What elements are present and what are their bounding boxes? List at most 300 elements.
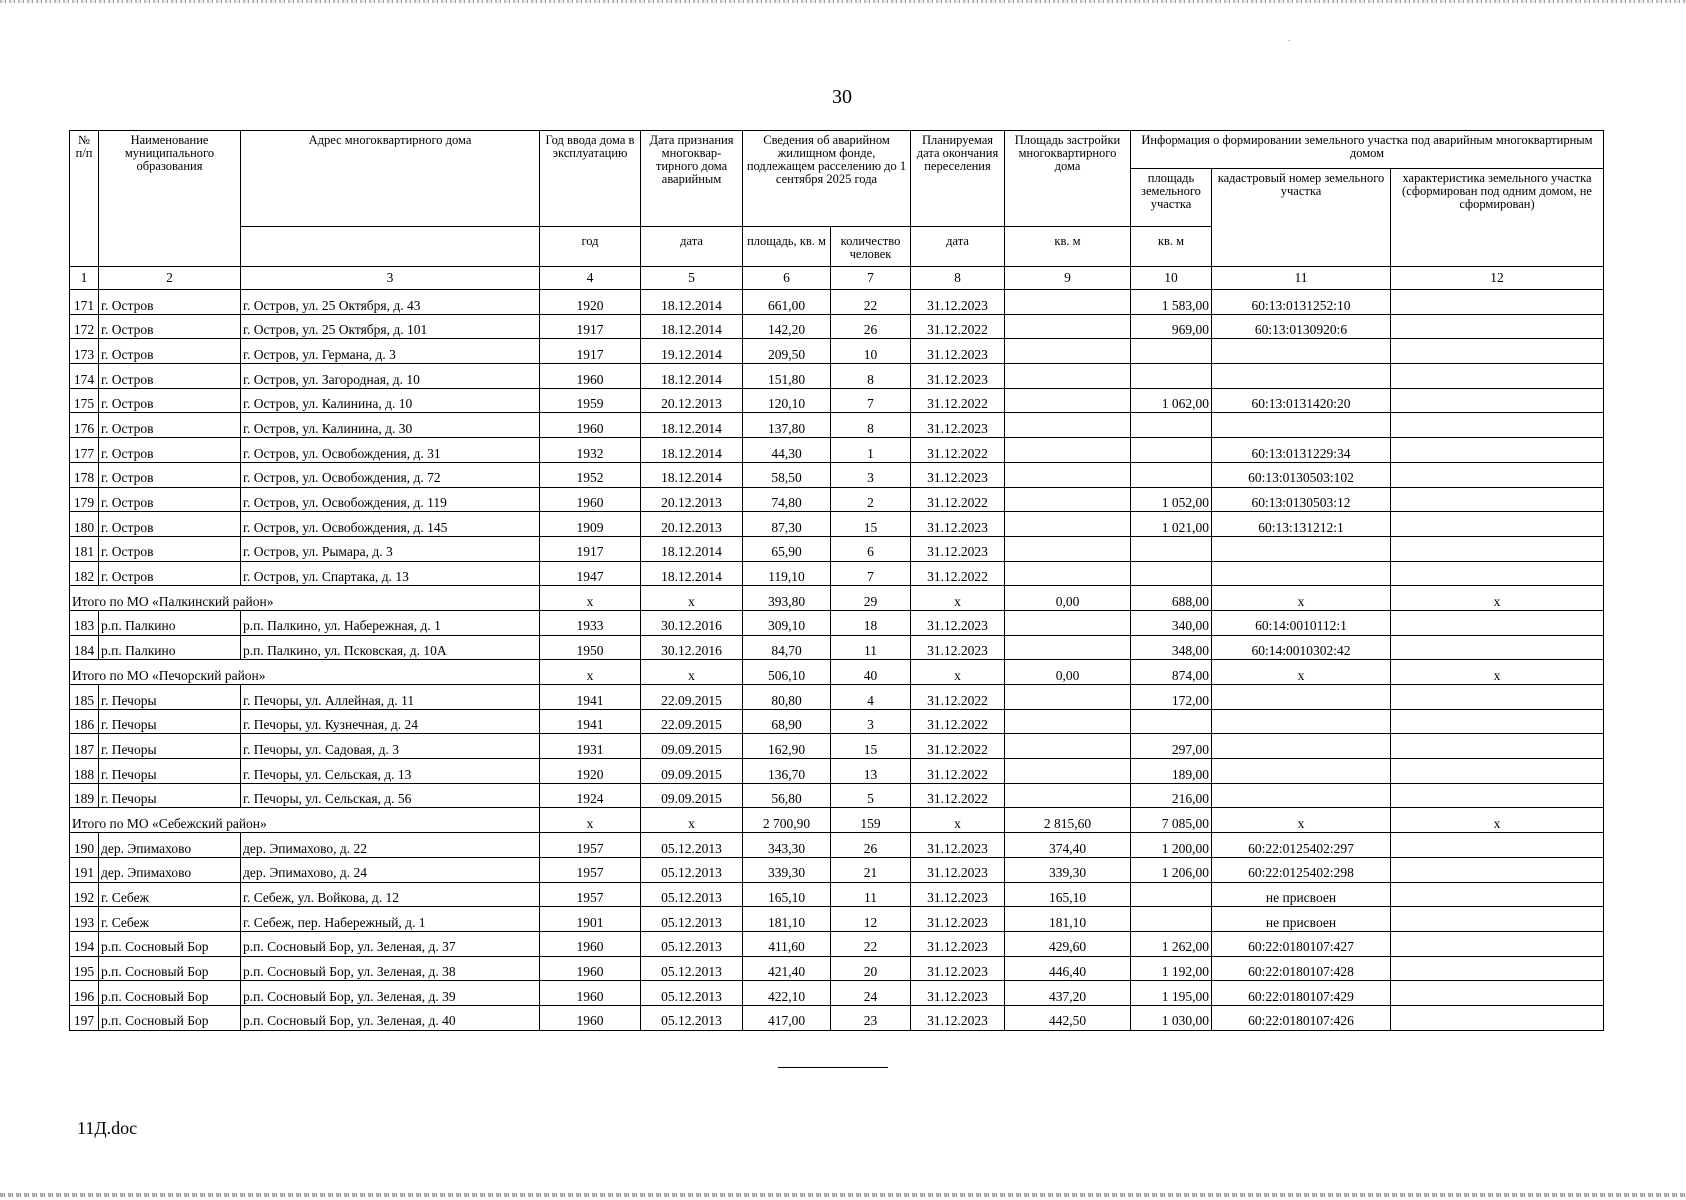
emergency-date-cell: 09.09.2015 (641, 734, 743, 759)
cadastre-cell: 60:22:0125402:298 (1212, 857, 1391, 882)
building-area-cell (1005, 388, 1131, 413)
cadastre-cell: 60:22:0180107:427 (1212, 931, 1391, 956)
address-cell: г. Печоры, ул. Аллейная, д. 11 (241, 685, 540, 710)
people-cell: 12 (831, 907, 911, 932)
building-area-cell (1005, 413, 1131, 438)
resettle-date-cell: 31.12.2022 (911, 487, 1005, 512)
land-area-cell: 1 192,00 (1131, 956, 1212, 981)
building-area-cell: 339,30 (1005, 857, 1131, 882)
characteristic-cell (1391, 857, 1604, 882)
column-number: 1 (70, 267, 99, 290)
people-cell: 22 (831, 931, 911, 956)
address-cell: дер. Эпимахово, д. 22 (241, 833, 540, 858)
unit-people: количество человек (831, 227, 911, 267)
address-cell: р.п. Палкино, ул. Набережная, д. 1 (241, 610, 540, 635)
resettle-date-cell: 31.12.2023 (911, 339, 1005, 364)
address-cell: г. Остров, ул. Загородная, д. 10 (241, 364, 540, 389)
municipality-cell: г. Печоры (99, 759, 241, 784)
year-cell: 1920 (540, 290, 641, 315)
characteristic-cell (1391, 290, 1604, 315)
address-cell: р.п. Сосновый Бор, ул. Зеленая, д. 38 (241, 956, 540, 981)
emergency-date-cell: 05.12.2013 (641, 833, 743, 858)
land-area-cell (1131, 438, 1212, 463)
building-area-cell: 165,10 (1005, 882, 1131, 907)
area-cell: 119,10 (743, 561, 831, 586)
area-cell: 87,30 (743, 512, 831, 537)
emergency-date-cell: 18.12.2014 (641, 438, 743, 463)
emergency-date-cell: 18.12.2014 (641, 314, 743, 339)
year-cell: 1924 (540, 783, 641, 808)
area-cell: 151,80 (743, 364, 831, 389)
page-number: 30 (832, 86, 852, 108)
land-area-cell (1131, 462, 1212, 487)
year-cell: 1917 (540, 314, 641, 339)
resettle-date-cell: x (911, 808, 1005, 833)
table-row (70, 759, 1604, 784)
characteristic-cell (1391, 561, 1604, 586)
resettle-date-cell: 31.12.2023 (911, 364, 1005, 389)
table-row (70, 783, 1604, 808)
row-number: 171 (70, 290, 99, 315)
emergency-date-cell: 18.12.2014 (641, 413, 743, 438)
emergency-date-cell: 30.12.2016 (641, 635, 743, 660)
area-cell: 661,00 (743, 290, 831, 315)
emergency-date-cell: 20.12.2013 (641, 487, 743, 512)
building-area-cell (1005, 709, 1131, 734)
address-cell: г. Печоры, ул. Сельская, д. 13 (241, 759, 540, 784)
header-cadastre-number: кадастровый номер земельного участка (1212, 169, 1391, 267)
municipality-cell: г. Себеж (99, 907, 241, 932)
people-cell: 3 (831, 709, 911, 734)
year-cell: 1941 (540, 709, 641, 734)
people-cell: 2 (831, 487, 911, 512)
municipality-cell: г. Остров (99, 536, 241, 561)
people-cell: 3 (831, 462, 911, 487)
cadastre-cell (1212, 709, 1391, 734)
table-row (70, 709, 1604, 734)
people-cell: 24 (831, 981, 911, 1006)
building-area-cell (1005, 783, 1131, 808)
area-cell: 417,00 (743, 1005, 831, 1030)
row-number: 175 (70, 388, 99, 413)
table-row (70, 907, 1604, 932)
people-cell: 10 (831, 339, 911, 364)
land-area-cell: 874,00 (1131, 660, 1212, 685)
building-area-cell: 0,00 (1005, 586, 1131, 611)
characteristic-cell (1391, 685, 1604, 710)
address-cell: р.п. Палкино, ул. Псковская, д. 10А (241, 635, 540, 660)
building-area-cell: 2 815,60 (1005, 808, 1131, 833)
building-area-cell (1005, 685, 1131, 710)
building-area-cell: 429,60 (1005, 931, 1131, 956)
municipality-cell: г. Остров (99, 290, 241, 315)
municipality-cell: г. Остров (99, 314, 241, 339)
characteristic-cell (1391, 610, 1604, 635)
resettle-date-cell: 31.12.2023 (911, 857, 1005, 882)
area-cell: 411,60 (743, 931, 831, 956)
year-cell: x (540, 808, 641, 833)
municipality-cell: г. Остров (99, 512, 241, 537)
people-cell: 20 (831, 956, 911, 981)
building-area-cell: 374,40 (1005, 833, 1131, 858)
table-row (70, 956, 1604, 981)
people-cell: 11 (831, 635, 911, 660)
area-cell: 209,50 (743, 339, 831, 364)
year-cell: 1960 (540, 931, 641, 956)
emergency-date-cell: 05.12.2013 (641, 857, 743, 882)
address-cell: г. Себеж, пер. Набережный, д. 1 (241, 907, 540, 932)
cadastre-cell (1212, 413, 1391, 438)
area-cell: 309,10 (743, 610, 831, 635)
footer-filename: 11Д.doc (77, 1118, 138, 1138)
column-number: 9 (1005, 267, 1131, 290)
land-area-cell: 1 200,00 (1131, 833, 1212, 858)
land-area-cell (1131, 561, 1212, 586)
address-cell: г. Себеж, ул. Войкова, д. 12 (241, 882, 540, 907)
table-row (70, 339, 1604, 364)
emergency-date-cell: 30.12.2016 (641, 610, 743, 635)
row-number: 194 (70, 931, 99, 956)
area-cell: 506,10 (743, 660, 831, 685)
characteristic-cell (1391, 438, 1604, 463)
header-address: Адрес многоквартирного дома (241, 131, 540, 227)
building-area-cell (1005, 487, 1131, 512)
row-number: 189 (70, 783, 99, 808)
land-area-cell (1131, 709, 1212, 734)
emergency-date-cell: x (641, 808, 743, 833)
row-number: 177 (70, 438, 99, 463)
land-area-cell: 1 262,00 (1131, 931, 1212, 956)
cadastre-cell (1212, 536, 1391, 561)
cadastre-cell: 60:14:0010302:42 (1212, 635, 1391, 660)
table-row (70, 734, 1604, 759)
land-area-cell (1131, 339, 1212, 364)
area-cell: 421,40 (743, 956, 831, 981)
address-cell: г. Остров, ул. Калинина, д. 30 (241, 413, 540, 438)
area-cell: 68,90 (743, 709, 831, 734)
cadastre-cell: 60:13:0131252:10 (1212, 290, 1391, 315)
land-area-cell: 969,00 (1131, 314, 1212, 339)
building-area-cell (1005, 759, 1131, 784)
municipality-cell: г. Печоры (99, 734, 241, 759)
year-cell: 1947 (540, 561, 641, 586)
emergency-date-cell: 09.09.2015 (641, 783, 743, 808)
year-cell: x (540, 660, 641, 685)
area-cell: 2 700,90 (743, 808, 831, 833)
emergency-date-cell: 18.12.2014 (641, 561, 743, 586)
cadastre-cell: 60:13:0130503:12 (1212, 487, 1391, 512)
emergency-date-cell: 05.12.2013 (641, 907, 743, 932)
people-cell: 1 (831, 438, 911, 463)
header-resettlement-date: Планируемая дата окончания переселения (911, 131, 1005, 227)
table-row (70, 1005, 1604, 1030)
table-row (70, 290, 1604, 315)
land-area-cell: 1 021,00 (1131, 512, 1212, 537)
cadastre-cell: x (1212, 660, 1391, 685)
people-cell: 40 (831, 660, 911, 685)
table-row (70, 536, 1604, 561)
address-cell: г. Печоры, ул. Садовая, д. 3 (241, 734, 540, 759)
people-cell: 18 (831, 610, 911, 635)
building-area-cell (1005, 290, 1131, 315)
emergency-date-cell: 22.09.2015 (641, 709, 743, 734)
year-cell: 1917 (540, 339, 641, 364)
resettle-date-cell: 31.12.2023 (911, 1005, 1005, 1030)
row-number: 180 (70, 512, 99, 537)
characteristic-cell (1391, 635, 1604, 660)
table-row (70, 314, 1604, 339)
land-area-cell (1131, 364, 1212, 389)
year-cell: 1957 (540, 882, 641, 907)
emergency-date-cell: 09.09.2015 (641, 759, 743, 784)
characteristic-cell (1391, 907, 1604, 932)
resettle-date-cell: 31.12.2022 (911, 388, 1005, 413)
column-number: 8 (911, 267, 1005, 290)
cadastre-cell: 60:13:0130503:102 (1212, 462, 1391, 487)
resettle-date-cell: 31.12.2023 (911, 610, 1005, 635)
address-cell: г. Остров, ул. 25 Октября, д. 43 (241, 290, 540, 315)
municipality-cell: р.п. Сосновый Бор (99, 956, 241, 981)
header-emergency-date: Дата признания многоквар-тирного дома аварийным (641, 131, 743, 227)
people-cell: 7 (831, 561, 911, 586)
row-number: 173 (70, 339, 99, 364)
address-cell: р.п. Сосновый Бор, ул. Зеленая, д. 40 (241, 1005, 540, 1030)
municipality-cell: г. Остров (99, 339, 241, 364)
resettle-date-cell: 31.12.2023 (911, 462, 1005, 487)
row-number: 182 (70, 561, 99, 586)
land-area-cell: 1 062,00 (1131, 388, 1212, 413)
building-area-cell: 181,10 (1005, 907, 1131, 932)
row-number: 195 (70, 956, 99, 981)
table-body (70, 290, 1604, 1031)
column-number: 2 (99, 267, 241, 290)
land-area-cell: 1 030,00 (1131, 1005, 1212, 1030)
emergency-date-cell: 20.12.2013 (641, 388, 743, 413)
cadastre-cell (1212, 685, 1391, 710)
address-cell: г. Остров, ул. Освобождения, д. 31 (241, 438, 540, 463)
year-cell: 1960 (540, 981, 641, 1006)
building-area-cell (1005, 462, 1131, 487)
row-number: 196 (70, 981, 99, 1006)
row-number: 197 (70, 1005, 99, 1030)
row-number: 181 (70, 536, 99, 561)
column-number: 4 (540, 267, 641, 290)
land-area-cell: 1 583,00 (1131, 290, 1212, 315)
land-area-cell: 688,00 (1131, 586, 1212, 611)
year-cell: 1950 (540, 635, 641, 660)
table-row (70, 635, 1604, 660)
building-area-cell (1005, 561, 1131, 586)
area-cell: 339,30 (743, 857, 831, 882)
area-cell: 137,80 (743, 413, 831, 438)
header-year-built: Год ввода дома в эксплуатацию (540, 131, 641, 227)
table-row (70, 462, 1604, 487)
people-cell: 26 (831, 314, 911, 339)
building-area-cell (1005, 364, 1131, 389)
building-area-cell (1005, 734, 1131, 759)
total-row (70, 808, 1604, 833)
land-area-cell (1131, 907, 1212, 932)
resettle-date-cell: 31.12.2022 (911, 734, 1005, 759)
address-cell: г. Остров, ул. Освобождения, д. 119 (241, 487, 540, 512)
building-area-cell: 437,20 (1005, 981, 1131, 1006)
land-area-cell: 1 206,00 (1131, 857, 1212, 882)
row-number: 172 (70, 314, 99, 339)
header-municipality: Наименование муниципального образования (99, 131, 241, 267)
municipality-cell: дер. Эпимахово (99, 857, 241, 882)
area-cell: 65,90 (743, 536, 831, 561)
address-cell: г. Остров, ул. Калинина, д. 10 (241, 388, 540, 413)
characteristic-cell (1391, 709, 1604, 734)
year-cell: 1960 (540, 487, 641, 512)
emergency-housing-table (69, 130, 1604, 1031)
building-area-cell (1005, 512, 1131, 537)
people-cell: 8 (831, 413, 911, 438)
unit-area: площадь, кв. м (743, 227, 831, 267)
address-cell: г. Остров, ул. Германа, д. 3 (241, 339, 540, 364)
municipality-cell: р.п. Сосновый Бор (99, 981, 241, 1006)
cadastre-cell: 60:13:0130920:6 (1212, 314, 1391, 339)
emergency-date-cell: 20.12.2013 (641, 512, 743, 537)
address-cell: г. Остров, ул. Освобождения, д. 72 (241, 462, 540, 487)
year-cell: 1931 (540, 734, 641, 759)
people-cell: 29 (831, 586, 911, 611)
row-number: 183 (70, 610, 99, 635)
cadastre-cell: 60:13:0131420:20 (1212, 388, 1391, 413)
cadastre-cell: 60:22:0180107:428 (1212, 956, 1391, 981)
cadastre-cell (1212, 759, 1391, 784)
resettle-date-cell: 31.12.2023 (911, 956, 1005, 981)
table-row (70, 685, 1604, 710)
land-area-cell: 189,00 (1131, 759, 1212, 784)
resettle-date-cell: 31.12.2023 (911, 413, 1005, 438)
characteristic-cell (1391, 833, 1604, 858)
resettle-date-cell: 31.12.2023 (911, 290, 1005, 315)
characteristic-cell (1391, 388, 1604, 413)
land-area-cell (1131, 536, 1212, 561)
row-number: 176 (70, 413, 99, 438)
address-cell: р.п. Сосновый Бор, ул. Зеленая, д. 39 (241, 981, 540, 1006)
table-row (70, 857, 1604, 882)
area-cell: 58,50 (743, 462, 831, 487)
year-cell: 1957 (540, 857, 641, 882)
header-land-plot-info: Информация о формировании земельного участка под аварийным многоквартирным домом (1131, 131, 1604, 169)
column-number: 3 (241, 267, 540, 290)
resettle-date-cell: 31.12.2023 (911, 536, 1005, 561)
land-area-cell: 172,00 (1131, 685, 1212, 710)
emergency-date-cell: 22.09.2015 (641, 685, 743, 710)
table-row (70, 364, 1604, 389)
year-cell: 1901 (540, 907, 641, 932)
resettle-date-cell: 31.12.2022 (911, 561, 1005, 586)
cadastre-cell (1212, 734, 1391, 759)
table-header (70, 131, 1604, 290)
row-number: 186 (70, 709, 99, 734)
characteristic-cell (1391, 734, 1604, 759)
row-number: 188 (70, 759, 99, 784)
separator-line (778, 1067, 888, 1068)
area-cell: 343,30 (743, 833, 831, 858)
characteristic-cell (1391, 882, 1604, 907)
area-cell: 120,10 (743, 388, 831, 413)
total-row (70, 660, 1604, 685)
municipality-cell: г. Печоры (99, 709, 241, 734)
column-number: 6 (743, 267, 831, 290)
building-area-cell (1005, 610, 1131, 635)
people-cell: 11 (831, 882, 911, 907)
people-cell: 13 (831, 759, 911, 784)
resettle-date-cell: 31.12.2023 (911, 931, 1005, 956)
building-area-cell: 446,40 (1005, 956, 1131, 981)
cadastre-cell: не присвоен (1212, 882, 1391, 907)
resettle-date-cell: x (911, 660, 1005, 685)
unit-resettle-date: дата (911, 227, 1005, 267)
resettle-date-cell: 31.12.2023 (911, 981, 1005, 1006)
year-cell: 1957 (540, 833, 641, 858)
area-cell: 84,70 (743, 635, 831, 660)
column-number: 12 (1391, 267, 1604, 290)
column-number: 5 (641, 267, 743, 290)
emergency-date-cell: 18.12.2014 (641, 290, 743, 315)
area-cell: 162,90 (743, 734, 831, 759)
municipality-cell: г. Остров (99, 438, 241, 463)
header-land-area: площадь земельного участка (1131, 169, 1212, 227)
municipality-cell: г. Себеж (99, 882, 241, 907)
cadastre-cell (1212, 561, 1391, 586)
resettle-date-cell: 31.12.2023 (911, 907, 1005, 932)
row-number: 184 (70, 635, 99, 660)
municipality-cell: г. Печоры (99, 783, 241, 808)
characteristic-cell (1391, 364, 1604, 389)
area-cell: 165,10 (743, 882, 831, 907)
table-row (70, 882, 1604, 907)
characteristic-cell: x (1391, 660, 1604, 685)
unit-address (241, 227, 540, 267)
land-area-cell: 340,00 (1131, 610, 1212, 635)
address-cell: г. Остров, ул. Спартака, д. 13 (241, 561, 540, 586)
table-row (70, 487, 1604, 512)
address-cell: г. Остров, ул. 25 Октября, д. 101 (241, 314, 540, 339)
municipality-cell: г. Остров (99, 561, 241, 586)
area-cell: 142,20 (743, 314, 831, 339)
total-label: Итого по МО «Палкинский район» (70, 586, 540, 611)
people-cell: 15 (831, 512, 911, 537)
people-cell: 22 (831, 290, 911, 315)
emergency-date-cell: x (641, 586, 743, 611)
table-row (70, 561, 1604, 586)
building-area-cell: 442,50 (1005, 1005, 1131, 1030)
municipality-cell: г. Остров (99, 462, 241, 487)
table-row (70, 413, 1604, 438)
emergency-date-cell: x (641, 660, 743, 685)
emergency-date-cell: 05.12.2013 (641, 981, 743, 1006)
characteristic-cell (1391, 512, 1604, 537)
building-area-cell: 0,00 (1005, 660, 1131, 685)
year-cell: 1933 (540, 610, 641, 635)
people-cell: 21 (831, 857, 911, 882)
building-area-cell (1005, 536, 1131, 561)
header-emergency-fund: Сведения об аварийном жилищном фонде, подлежащем расселению до 1 сентября 2025 года (743, 131, 911, 227)
emergency-date-cell: 18.12.2014 (641, 462, 743, 487)
area-cell: 44,30 (743, 438, 831, 463)
row-number: 178 (70, 462, 99, 487)
characteristic-cell (1391, 487, 1604, 512)
address-cell: г. Печоры, ул. Сельская, д. 56 (241, 783, 540, 808)
emergency-date-cell: 05.12.2013 (641, 931, 743, 956)
row-number: 191 (70, 857, 99, 882)
row-number: 190 (70, 833, 99, 858)
municipality-cell: р.п. Палкино (99, 635, 241, 660)
